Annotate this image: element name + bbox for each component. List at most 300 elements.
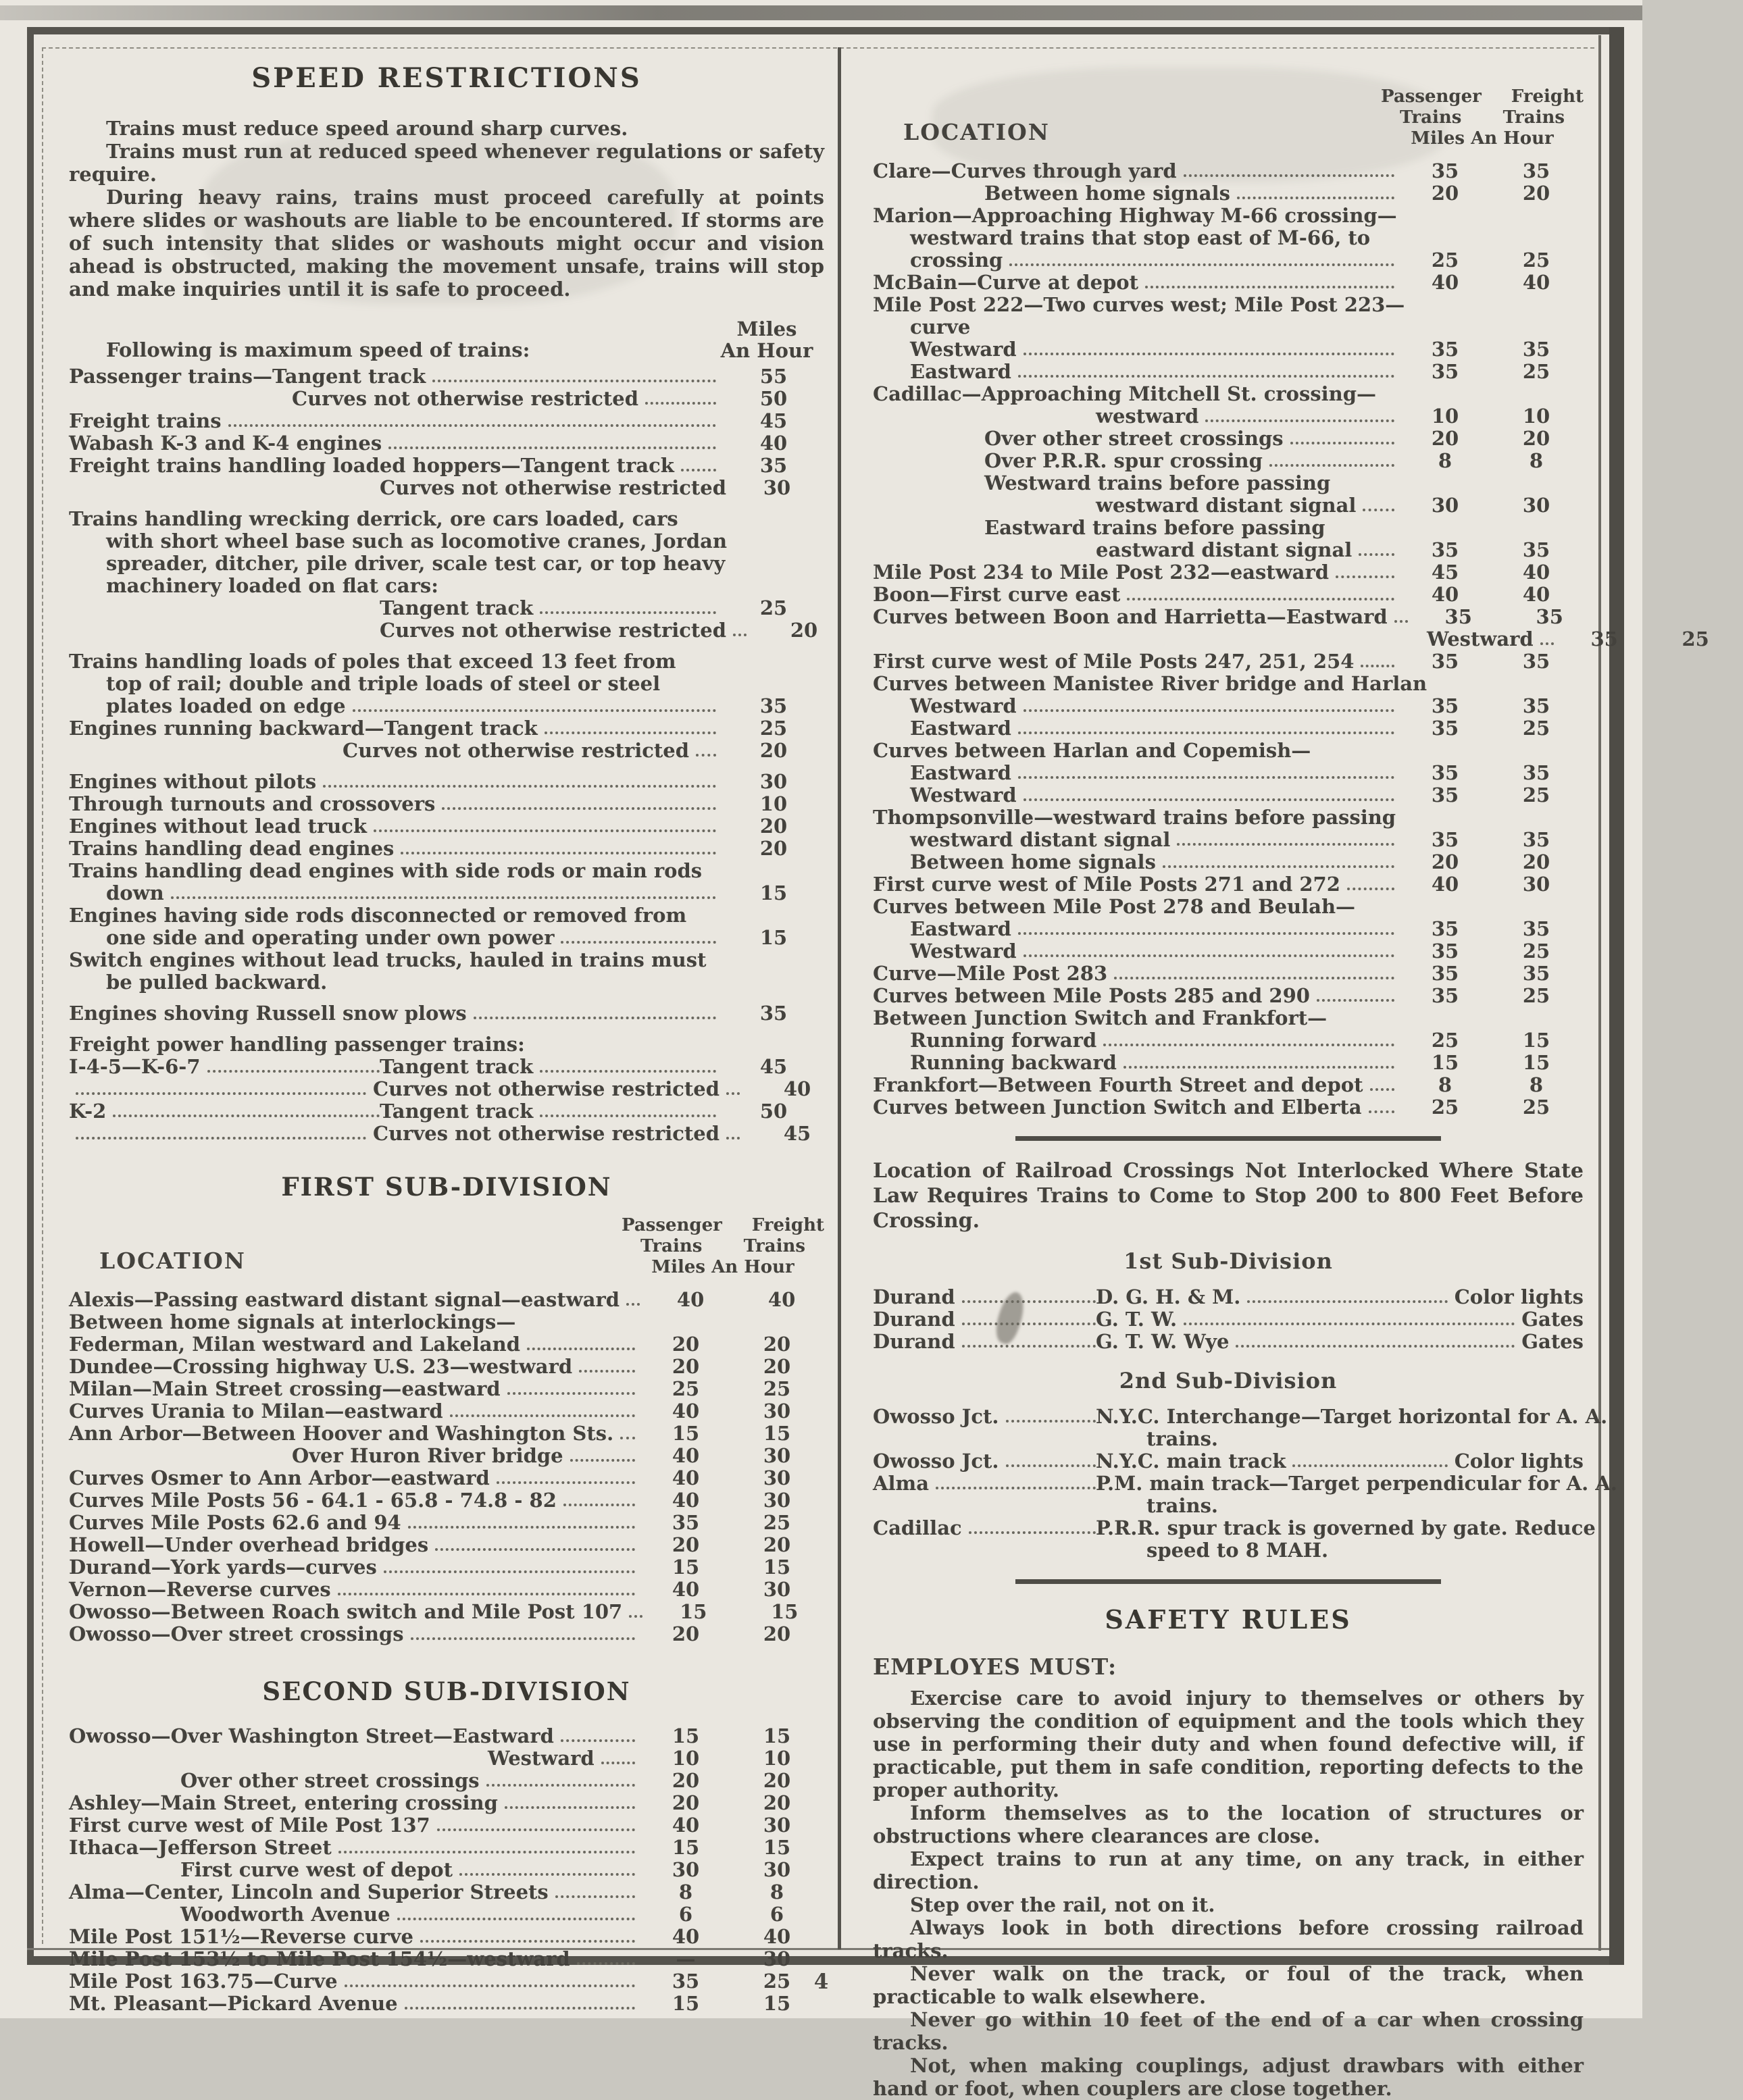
dotted-leader (338, 1851, 635, 1853)
row-label: plates loaded on edge (106, 694, 346, 717)
mph-value: 40 (783, 1077, 811, 1100)
row-label: Freight trains (69, 409, 222, 432)
dotted-leader (962, 1323, 1096, 1325)
freight-value: 30 (763, 1947, 791, 1970)
paragraph: Not, when making couplings, adjust drawbars with either hand or foot, when couplers are close together. (873, 2054, 1584, 2100)
dotted-leader (207, 1070, 380, 1073)
row-label: Trains handling loads of poles that exceed 13 feet from (69, 650, 676, 673)
row-label: Between Junction Switch and Frankfort— (873, 1006, 1328, 1029)
row-label: Westward (910, 338, 1017, 361)
dotted-leader (563, 1504, 635, 1506)
table-row (69, 1289, 824, 1311)
table-row (873, 1308, 1584, 1331)
freight-value: 8 (769, 1880, 784, 1903)
passenger-value: 15 (672, 1422, 700, 1445)
table-row (292, 1445, 824, 1467)
dotted-leader (1347, 888, 1394, 890)
row-label: Westward (910, 694, 1017, 717)
dotted-leader (1317, 999, 1394, 1002)
dotted-leader (437, 1828, 635, 1831)
row-label: Alma—Center, Lincoln and Superior Streets (69, 1880, 549, 1903)
location-column-header: LOCATION (99, 1248, 246, 1274)
freight-value: 30 (763, 1489, 791, 1512)
freight-value: 30 (763, 1444, 791, 1467)
row-label: Curves not otherwise restricted (380, 476, 727, 499)
dotted-leader (726, 1092, 740, 1095)
row-label: Westward (910, 784, 1017, 806)
location-column-header: LOCATION (903, 119, 1050, 145)
row-label: Curves between Harlan and Copemish— (873, 739, 1311, 762)
row-label: Clare—Curves through yard (873, 159, 1177, 182)
row-label: Eastward (910, 761, 1011, 784)
freight-value: 15 (763, 1992, 791, 2015)
row-label: Vernon—Reverse curves (69, 1578, 331, 1601)
row-label: Mt. Pleasant—Pickard Avenue (69, 1992, 398, 2015)
passenger-value: 35 (672, 1970, 700, 1993)
row-label: Over P.R.R. spur crossing (984, 449, 1263, 472)
mph-value: 20 (759, 815, 788, 838)
freight-value: 20 (763, 1791, 791, 1814)
dotted-leader (1018, 932, 1394, 935)
crossing-description: P.M. main track—Target perpendicular for A. A. (1096, 1472, 1617, 1495)
row-label: Switch engines without lead trucks, hauled in trains must (69, 948, 707, 971)
row-label: Tangent track (380, 596, 534, 619)
row-label: First curve west of Mile Post 137 (69, 1814, 430, 1837)
dotted-leader (1237, 197, 1394, 199)
paragraph: Inform themselves as to the location of structures or obstructions where clearances are close. (873, 1801, 1584, 1847)
section-divider-rule (1015, 1579, 1441, 1584)
dotted-leader (486, 1784, 635, 1787)
table-row (69, 838, 824, 860)
passenger-value: 20 (672, 1622, 700, 1645)
row-label: Howell—Under overhead bridges (69, 1533, 429, 1556)
table-row (106, 673, 824, 695)
passenger-value: — (676, 1947, 696, 1970)
mph-value: 50 (759, 1100, 788, 1123)
row-label: Curves Osmer to Ann Arbor—eastward (69, 1466, 490, 1489)
freight-value: 25 (1682, 628, 1709, 650)
dotted-leader (420, 1940, 635, 1943)
scan-artifact-band (0, 5, 1642, 20)
dotted-leader (507, 1392, 635, 1395)
row-label: Freight power handling passenger trains: (69, 1033, 525, 1056)
dotted-leader (1184, 174, 1394, 177)
dotted-leader (1540, 642, 1554, 645)
column-divider-rule (838, 47, 841, 1949)
crossing-description: N.Y.C. main track (1096, 1450, 1286, 1472)
table-row (380, 477, 824, 499)
passenger-value: 35 (1431, 784, 1459, 806)
row-label: trains. (1146, 1494, 1218, 1517)
dotted-leader (962, 1345, 1096, 1348)
row-label: Curve—Mile Post 283 (873, 962, 1108, 985)
table-row (69, 432, 824, 455)
row-label: one side and operating under own power (106, 926, 555, 949)
passenger-value: 25 (1431, 1029, 1459, 1052)
freight-value: 25 (1522, 1096, 1550, 1119)
row-label: Eastward trains before passing (984, 516, 1325, 539)
row-label: Trains handling dead engines (69, 837, 395, 860)
passenger-value: 40 (1431, 873, 1459, 896)
table-row (873, 873, 1584, 896)
table-row (69, 1792, 824, 1814)
crossing-protection-value: Gates (1521, 1330, 1584, 1353)
dotted-leader (561, 1739, 635, 1742)
freight-value: 6 (769, 1903, 784, 1926)
freight-value: 20 (763, 1355, 791, 1378)
freight-value: 15 (1522, 1029, 1550, 1052)
mph-value: 15 (759, 926, 788, 949)
table-row (1096, 494, 1584, 517)
dotted-leader (323, 785, 716, 788)
dotted-leader (1018, 375, 1394, 378)
freight-value: 8 (1529, 449, 1544, 472)
dotted-leader (113, 1115, 380, 1117)
freight-value: 25 (1522, 984, 1550, 1007)
mph-value: 35 (759, 454, 788, 477)
row-label: Engines without pilots (69, 770, 317, 793)
dotted-leader (432, 380, 716, 382)
passenger-value: 20 (672, 1355, 700, 1378)
passenger-value: 40 (672, 1444, 700, 1467)
table-row (873, 294, 1584, 316)
dotted-leader (1006, 1464, 1096, 1467)
intro-paragraphs (69, 117, 824, 301)
dotted-leader (450, 1414, 635, 1417)
row-label: Curves between Mile Posts 285 and 290 (873, 984, 1310, 1007)
freight-value: 20 (763, 1333, 791, 1356)
row-label: I-4-5—K-6-7 (69, 1055, 201, 1078)
frame-top-rule (27, 27, 1624, 34)
row-label: top of rail; double and triple loads of steel or steel (106, 672, 661, 695)
crossing-description: G. T. W. Wye (1096, 1330, 1230, 1353)
dotted-leader (1163, 865, 1394, 868)
row-label: Ashley—Main Street, entering crossing (69, 1791, 498, 1814)
dotted-leader (1024, 353, 1394, 355)
freight-value: 40 (763, 1925, 791, 1948)
section-title-second-sub-division: SECOND SUB-DIVISION (262, 1676, 631, 1706)
row-label: Alexis—Passing eastward distant signal—eastward (69, 1288, 620, 1311)
table-row (69, 508, 824, 530)
paragraph: Always look in both directions before crossing railroad tracks. (873, 1916, 1584, 1962)
table-row (1146, 1495, 1584, 1517)
row-label: westward (1096, 405, 1199, 428)
dotted-leader (540, 1115, 716, 1117)
row-label: Curves not otherwise restricted (373, 1122, 720, 1145)
row-label: Owosso—Over Washington Street—Eastward (69, 1724, 554, 1747)
mph-value: 20 (790, 619, 818, 642)
crossing-location-cell (873, 1406, 1096, 1428)
crossing-location-cell (873, 1308, 1096, 1331)
passenger-value: 35 (1431, 761, 1459, 784)
table-row (873, 963, 1584, 985)
table-row (873, 1007, 1584, 1029)
table-row (106, 530, 824, 553)
passenger-value: 40 (672, 1489, 700, 1512)
freight-value: 25 (1522, 249, 1550, 272)
row-label: First curve west of depot (180, 1858, 453, 1881)
freight-value: 35 (1522, 917, 1550, 940)
dotted-leader (1247, 1300, 1447, 1303)
row-label: down (106, 881, 164, 904)
row-label: spreader, ditcher, pile driver, scale test car, or top heavy (106, 552, 726, 575)
right-location-table (873, 159, 1709, 1119)
row-label: Ann Arbor—Between Hoover and Washington Sts. (69, 1422, 614, 1445)
table-row (69, 860, 824, 882)
table-row (69, 1534, 824, 1556)
dotted-leader (474, 1017, 716, 1019)
passenger-value: 35 (1431, 940, 1459, 963)
frame-right-thin-rule (1598, 35, 1601, 1951)
row-label: Mile Post 153½ to Mile Post 154½—westward (69, 1947, 570, 1970)
row-label: Curves not otherwise restricted (292, 387, 639, 410)
row-label: Thompsonville—westward trains before passing (873, 806, 1396, 829)
dotted-leader (76, 1092, 366, 1095)
dotted-leader (401, 852, 716, 854)
row-label: Curves not otherwise restricted (380, 619, 727, 642)
table-row (910, 940, 1584, 963)
row-label: Dundee—Crossing highway U.S. 23—westward (69, 1355, 573, 1378)
dotted-leader (397, 1918, 635, 1920)
row-label: Owosso—Over street crossings (69, 1622, 404, 1645)
dotted-leader (384, 1570, 635, 1573)
passenger-value: 40 (672, 1466, 700, 1489)
row-label: Curves Urania to Milan—eastward (69, 1400, 443, 1423)
table-row (873, 806, 1584, 829)
row-label: Curves Mile Posts 62.6 and 94 (69, 1511, 401, 1534)
mph-value: 45 (759, 1055, 788, 1078)
table-row (910, 1052, 1584, 1074)
row-label: Wabash K-3 and K-4 engines (69, 432, 382, 455)
paragraph: Never go within 10 feet of the end of a car when crossing tracks. (873, 2008, 1584, 2054)
table-row (69, 1926, 824, 1948)
freight-value: 15 (763, 1724, 791, 1747)
dotted-leader (171, 896, 716, 899)
table-row (106, 882, 824, 904)
crossing-description: N.Y.C. Interchange—Target horizontal for A. A. (1096, 1405, 1608, 1428)
passenger-value: 40 (672, 1578, 700, 1601)
row-label: Westward trains before passing (984, 471, 1331, 494)
row-label: trains. (1146, 1427, 1218, 1450)
speed-columns-header: Passenger Freight Trains Trains Miles An Hour (622, 1215, 824, 1277)
dotted-leader (1103, 1044, 1394, 1046)
passenger-value: 20 (672, 1333, 700, 1356)
passenger-value: 15 (672, 1992, 700, 2015)
paragraph: Exercise care to avoid injury to themselves or others by observing the condition of equipment and the tools which they use in performing their duty and when found defective will, if practicable, put them in safe condition, reporting defects to the proper authority. (873, 1687, 1584, 1801)
dotted-leader (388, 446, 716, 449)
passenger-value: 35 (1431, 338, 1459, 361)
row-label: Owosso Jct. (873, 1450, 999, 1472)
table-row (910, 249, 1584, 272)
table-row (106, 695, 824, 717)
table-row (488, 1747, 824, 1770)
dotted-leader (540, 611, 716, 614)
row-label: Durand (873, 1285, 955, 1308)
dotted-leader (962, 1300, 1096, 1303)
page-number: 4 (813, 1970, 829, 1994)
passenger-value: 35 (1431, 650, 1459, 673)
table-row (180, 1770, 824, 1792)
crossing-location-cell (873, 1450, 1096, 1472)
crossings-2nd-sub-division-title: 2nd Sub-Division (1119, 1368, 1338, 1393)
row-label: Cadillac (873, 1516, 962, 1539)
freight-value: 40 (1522, 271, 1550, 294)
passenger-value: 15 (672, 1836, 700, 1859)
freight-value: 35 (1522, 650, 1550, 673)
dotted-leader (969, 1531, 1096, 1534)
dotted-leader (1114, 977, 1394, 979)
table-row (910, 1029, 1584, 1052)
dotted-leader (1018, 776, 1394, 779)
table-row (69, 1400, 824, 1423)
mph-value: 35 (759, 694, 788, 717)
dotted-leader (505, 1806, 635, 1809)
passenger-value: 6 (678, 1903, 693, 1926)
section-divider-rule (1015, 1136, 1441, 1141)
row-label: Frankfort—Between Fourth Street and depot (873, 1073, 1363, 1096)
freight-value: 15 (763, 1556, 791, 1579)
row-label: westward distant signal (1096, 494, 1357, 517)
mph-value: 45 (783, 1122, 811, 1145)
table-row (292, 388, 824, 410)
table-row (69, 1467, 824, 1489)
row-label: Through turnouts and crossovers (69, 792, 436, 815)
freight-value: 25 (1522, 717, 1550, 740)
passenger-value: 35 (1431, 917, 1459, 940)
speed-columns-header: Passenger Freight Trains Trains Miles An Hour (1381, 86, 1584, 149)
freight-value: 35 (1522, 694, 1550, 717)
mph-value: 20 (759, 739, 788, 762)
table-row (69, 1311, 824, 1333)
dotted-leader (1123, 1066, 1394, 1069)
passenger-value: 35 (1590, 628, 1618, 650)
table-row (69, 1993, 824, 2015)
freight-value: 30 (763, 1858, 791, 1881)
table-row (69, 1881, 824, 1903)
freight-value: 35 (1536, 605, 1563, 628)
passenger-value: 10 (672, 1747, 700, 1770)
crossings-1st-sub-table (873, 1286, 1584, 1353)
dotted-leader (1006, 1420, 1096, 1423)
table-row (873, 1450, 1584, 1472)
table-row (180, 1859, 824, 1881)
table-row (910, 851, 1584, 873)
section-title-speed-restrictions: SPEED RESTRICTIONS (251, 62, 642, 94)
section-title-safety-rules: SAFETY RULES (1105, 1604, 1352, 1635)
dotted-leader (1370, 1088, 1394, 1091)
row-label: Curves not otherwise restricted (373, 1077, 720, 1100)
mph-value: 25 (759, 717, 788, 740)
crossing-protection-value: Color lights (1454, 1450, 1584, 1472)
table-row (1096, 539, 1584, 561)
freight-value: 25 (1522, 940, 1550, 963)
table-row (873, 272, 1584, 294)
dotted-leader (1184, 1323, 1515, 1325)
miles-an-hour-label: Miles An Hour (720, 317, 813, 362)
table-row (984, 450, 1584, 472)
row-label: First curve west of Mile Posts 247, 251, 254 (873, 650, 1355, 673)
freight-value: 25 (763, 1970, 791, 1993)
row-label: Mile Post 234 to Mile Post 232—eastward (873, 561, 1330, 584)
passenger-value: 35 (1431, 828, 1459, 851)
table-row (873, 1516, 1596, 1539)
mph-value: 50 (759, 387, 788, 410)
passenger-value: 35 (1431, 717, 1459, 740)
row-label: Durand (873, 1330, 955, 1353)
employes-must-label: EMPLOYES MUST: (873, 1654, 1117, 1680)
table-row (69, 1814, 824, 1837)
passenger-value: 40 (672, 1925, 700, 1948)
dotted-leader (936, 1487, 1096, 1489)
table-row (873, 584, 1584, 606)
mph-value: 40 (759, 432, 788, 455)
row-label: Running forward (910, 1029, 1097, 1052)
passenger-value: 35 (1431, 962, 1459, 985)
freight-value: 35 (1522, 159, 1550, 182)
row-label: speed to 8 MAH. (1146, 1539, 1329, 1562)
left-column (69, 62, 824, 2015)
dotted-leader (1269, 464, 1394, 467)
row-label: Cadillac—Approaching Mitchell St. crossing— (873, 382, 1377, 405)
table-row (69, 1948, 824, 1970)
row-label: Passenger trains—Tangent track (69, 365, 426, 388)
row-label: Over Huron River bridge (292, 1444, 563, 1467)
passenger-value: 40 (672, 1814, 700, 1837)
row-label: Mile Post 222—Two curves west; Mile Post 223— (873, 293, 1405, 316)
freight-value: 40 (767, 1288, 796, 1311)
table-row (873, 606, 1584, 628)
row-label: Westward (1427, 628, 1534, 650)
paragraph: Trains must reduce speed around sharp curves. (106, 117, 628, 140)
row-label: Trains handling wrecking derrick, ore cars loaded, cars (69, 507, 678, 530)
passenger-value: 40 (1431, 583, 1459, 606)
dotted-leader (681, 469, 716, 471)
row-label: westward trains that stop east of M-66, to (910, 226, 1371, 249)
first-sub-table-header (69, 1215, 824, 1278)
table-row (69, 410, 824, 432)
freight-value: 35 (1522, 828, 1550, 851)
dotted-leader (1018, 732, 1394, 734)
row-label: Tangent track (380, 1100, 534, 1123)
table-row (69, 949, 824, 971)
table-row (69, 1056, 824, 1078)
freight-value: 15 (763, 1836, 791, 1859)
dotted-leader (1127, 598, 1394, 600)
row-label: crossing (910, 249, 1003, 272)
row-label: Curves not otherwise restricted (343, 739, 690, 762)
dotted-leader (570, 1459, 635, 1462)
row-label: Mile Post 163.75—Curve (69, 1970, 338, 1993)
passenger-value: 15 (672, 1724, 700, 1747)
freight-value: 40 (1522, 561, 1550, 584)
freight-value: 25 (1522, 784, 1550, 806)
row-label: Curves between Boon and Harrietta—Eastward (873, 605, 1388, 628)
freight-value: 20 (1522, 427, 1550, 450)
passenger-value: 25 (672, 1377, 700, 1400)
dotted-leader (374, 829, 716, 832)
table-row (873, 985, 1584, 1007)
passenger-value: 20 (672, 1791, 700, 1814)
mph-value: 10 (759, 792, 788, 815)
row-label: Between home signals (910, 850, 1156, 873)
table-row (873, 1331, 1584, 1353)
table-row (180, 1903, 824, 1926)
freight-value: 10 (1522, 405, 1550, 428)
table-row (873, 205, 1584, 227)
table-row (1146, 1539, 1584, 1562)
row-label: Eastward (910, 360, 1011, 383)
maximum-speed-list (69, 365, 824, 1145)
